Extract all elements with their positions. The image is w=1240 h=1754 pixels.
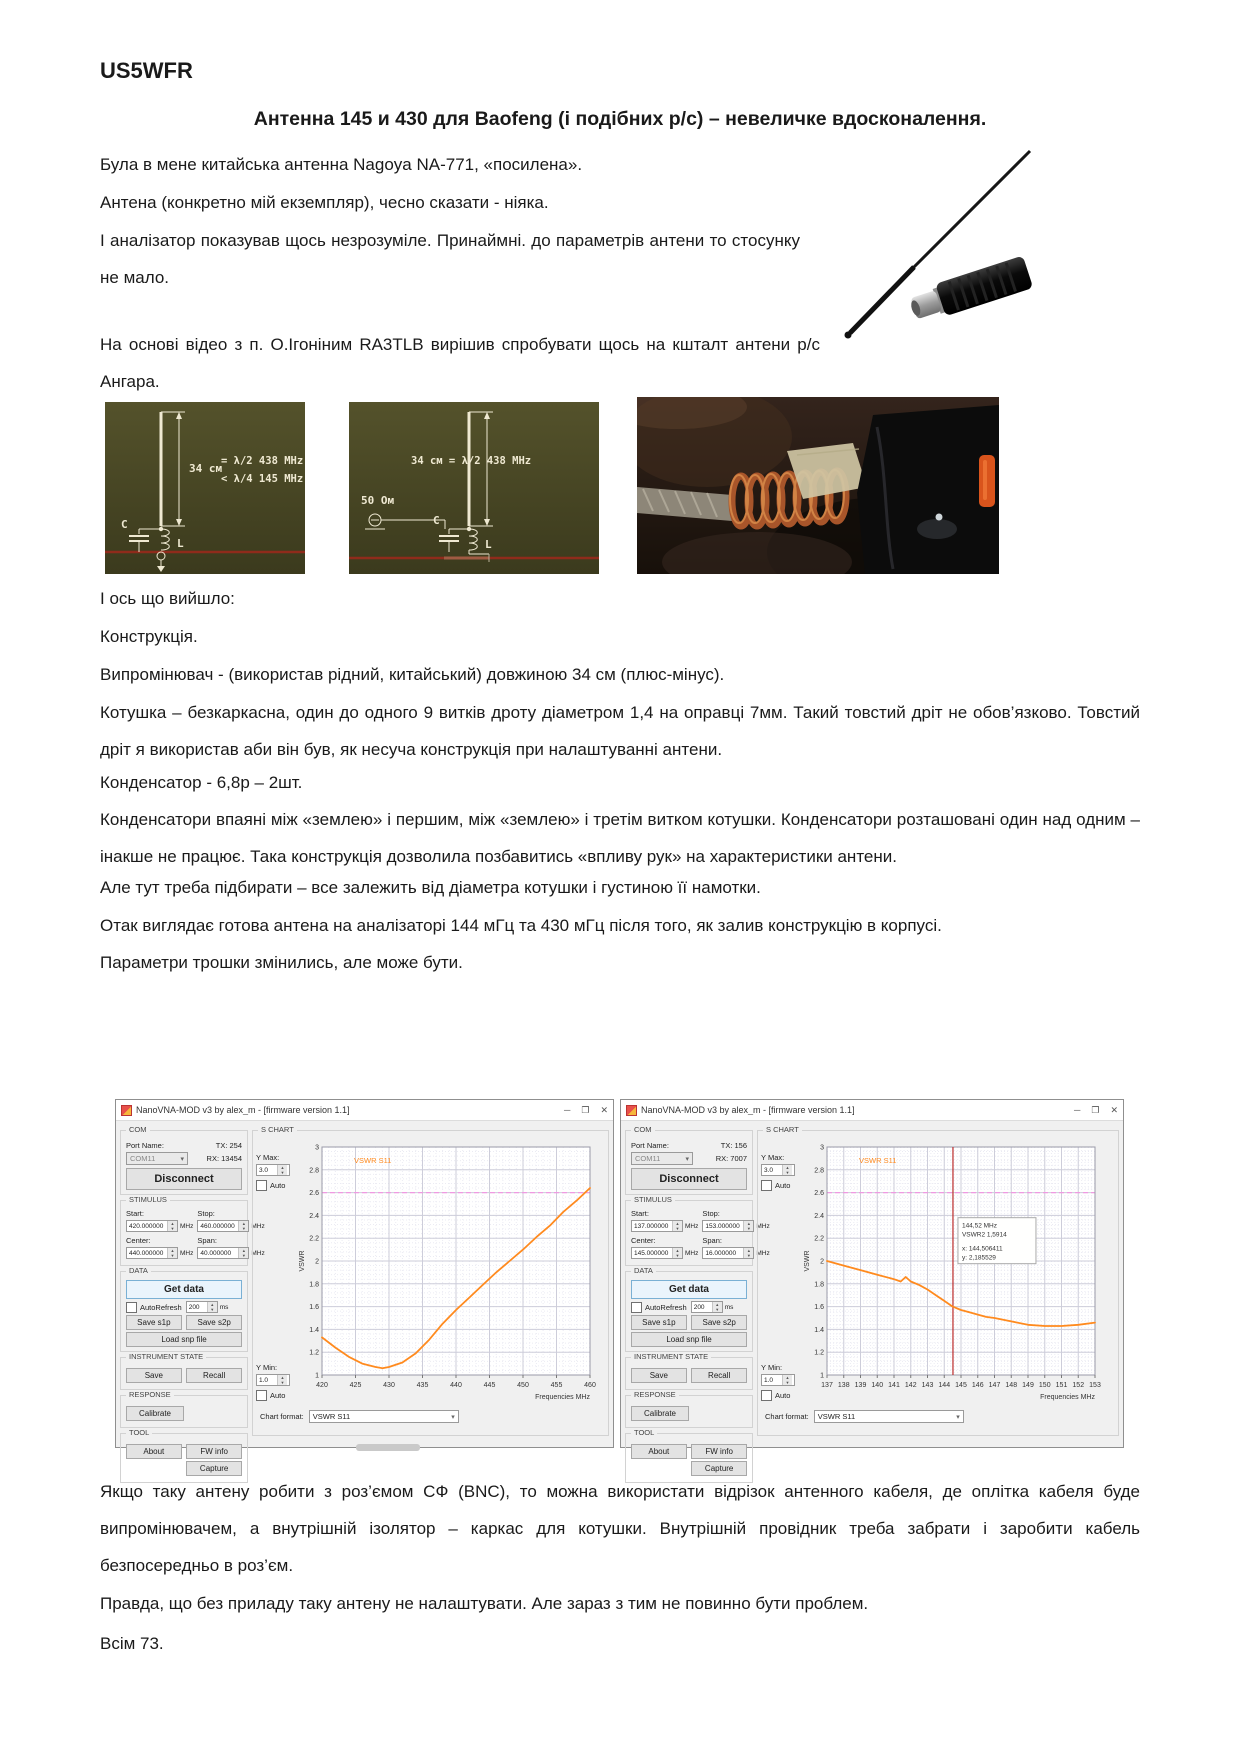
chart-format-select[interactable] — [309, 1410, 459, 1423]
minimize-icon[interactable]: ─ — [1073, 1104, 1081, 1115]
schematic-two-band — [105, 402, 305, 574]
page-title: Антенна 145 и 430 для Baofeng (і подібних р/с) – невеличке вдосконалення. — [253, 108, 987, 130]
s-chart-group: S CHART Y Max: 3.0 ▲ ▼ Auto Y Min: 1.0 ▲ ▼ Auto 1 1.2 1.4 1.6 1.8 2 2.2 2.4 2.6 2.8 3 420 425 430 435 440 445 450 455 460 Frequencies MHz VSWR VSWR S11 Chart format: VSWR S11 ▾ — [252, 1130, 609, 1436]
start-label: Start: — [631, 1209, 649, 1218]
image-scrollbar[interactable] — [356, 1444, 420, 1451]
svg-text:138: 138 — [837, 1382, 850, 1389]
disconnect-button[interactable]: Disconnect — [631, 1168, 747, 1190]
capture-button[interactable]: Capture — [186, 1461, 242, 1476]
svg-text:425: 425 — [349, 1382, 362, 1389]
paragraph-result: І ось що вийшло: — [100, 589, 235, 608]
s-chart-group: S CHART Y Max: 3.0 ▲ ▼ Auto Y Min: 1.0 ▲ ▼ Auto 1 1.2 1.4 1.6 1.8 2 2.2 2.4 2.6 2.8 3 137 138 139 140 141 142 143 144 145 146 147 148 149 150 151 152 153 Frequencies MHz VSWR VSWR S11 144,52 MHz VSWR2 1,5914 x: 144,506411 y: 2,185529 Chart format: VSWR S11 ▾ — [757, 1130, 1119, 1436]
paragraph-antena: Антена (конкретно мій екземпляр), чесно сказати - ніяка. — [100, 193, 549, 212]
ymax-spinner[interactable]: 3.0 ▲ ▼ — [256, 1164, 290, 1176]
svg-text:VSWR2 1,5914: VSWR2 1,5914 — [961, 1231, 1007, 1239]
ymin-label: Y Min: — [761, 1363, 783, 1372]
center-label: Center: — [631, 1236, 656, 1245]
group-caption: S CHART — [763, 1125, 802, 1134]
stop-spinner[interactable]: 460.000000 ▲ ▼ — [197, 1220, 249, 1232]
svg-text:148: 148 — [1005, 1382, 1018, 1389]
svg-text:139: 139 — [854, 1382, 867, 1389]
vswr-chart-430[interactable] — [296, 1139, 596, 1407]
svg-text:1: 1 — [820, 1372, 824, 1380]
group-caption: RESPONSE — [631, 1390, 679, 1399]
center-spinner[interactable]: 440.000000 ▲ ▼ — [126, 1247, 178, 1259]
disconnect-button[interactable]: Disconnect — [126, 1168, 242, 1190]
group-caption: DATA — [126, 1266, 151, 1275]
rx-counter: RX: 7007 — [715, 1154, 747, 1163]
svg-text:144,52 MHz: 144,52 MHz — [961, 1222, 998, 1230]
group-caption: S CHART — [258, 1125, 297, 1134]
autorefresh-label: AutoRefresh — [645, 1302, 687, 1312]
svg-text:2: 2 — [315, 1258, 319, 1266]
svg-text:1.6: 1.6 — [814, 1304, 824, 1312]
maximize-icon[interactable]: ❐ — [581, 1104, 590, 1115]
svg-text:3: 3 — [315, 1144, 319, 1152]
span-label: Span: — [702, 1236, 722, 1245]
response-group — [120, 1390, 248, 1428]
autorefresh-label: AutoRefresh — [140, 1302, 182, 1312]
rx-counter: RX: 13454 — [206, 1154, 242, 1163]
svg-text:VSWR: VSWR — [804, 1250, 811, 1272]
svg-text:440: 440 — [450, 1382, 462, 1389]
svg-text:150: 150 — [1038, 1382, 1051, 1389]
instrument-state-group — [625, 1352, 753, 1390]
center-label: Center: — [126, 1236, 151, 1245]
paragraph-tuning-note: Правда, що без приладу таку антену не налаштувати. Але зараз з тим не повинно бути проблем. — [100, 1594, 869, 1613]
chevron-down-icon: ▾ — [180, 1155, 184, 1163]
load-file-button[interactable]: Load snp file — [126, 1332, 242, 1347]
svg-text:2.6: 2.6 — [309, 1190, 319, 1198]
svg-text:430: 430 — [383, 1382, 395, 1389]
stimulus-group: STIMULUS Start: 137.000000 ▲ ▼ MHz Stop: 153.000000 ▲ ▼ MHz Center: 145.000000 ▲ ▼ MHz Span: 16.000000 ▲ ▼ MHz — [625, 1200, 753, 1266]
svg-text:149: 149 — [1022, 1382, 1034, 1389]
svg-text:3: 3 — [820, 1144, 824, 1152]
vna-window-145 — [620, 1099, 1124, 1473]
chart-format-value: VSWR S11 — [312, 1412, 351, 1421]
svg-text:435: 435 — [416, 1382, 429, 1389]
calibrate-button[interactable]: Calibrate — [126, 1406, 184, 1421]
chevron-down-icon: ▾ — [451, 1413, 455, 1421]
coil-label: L — [177, 537, 184, 550]
svg-text:x: 144,506411: x: 144,506411 — [961, 1245, 1003, 1253]
group-caption: TOOL — [631, 1428, 657, 1437]
center-spinner[interactable]: 145.000000 ▲ ▼ — [631, 1247, 683, 1259]
save-s1p-button[interactable]: Save s1p — [631, 1315, 687, 1330]
interval-spinner[interactable]: 200 ▲ ▼ — [691, 1301, 723, 1313]
paragraph-analyzer: І аналізатор показував щось незрозуміле. Принаймні. до параметрів антени то стосунку не мало. — [100, 231, 800, 287]
fw-info-button[interactable]: FW info — [186, 1444, 242, 1459]
tx-counter: TX: 156 — [720, 1141, 747, 1150]
fw-info-button[interactable]: FW info — [691, 1444, 747, 1459]
group-caption: INSTRUMENT STATE — [631, 1352, 711, 1361]
data-group: DATA Get data AutoRefresh 200 ▲ ▼ ms Save s1p Save s2p Load snp file — [625, 1271, 753, 1352]
coil-label: L — [485, 538, 492, 551]
svg-text:Frequencies MHz: Frequencies MHz — [535, 1394, 590, 1401]
get-data-button[interactable]: Get data — [631, 1280, 747, 1299]
svg-text:2.4: 2.4 — [309, 1212, 319, 1220]
window-title: NanoVNA-MOD v3 by alex_m - [firmware version 1.1] — [136, 1105, 350, 1115]
svg-text:151: 151 — [1055, 1382, 1068, 1389]
chevron-down-icon: ▾ — [685, 1155, 689, 1163]
start-spinner[interactable]: 137.000000 ▲ ▼ — [631, 1220, 683, 1232]
com-group — [120, 1125, 248, 1195]
paragraph-coil: Котушка – безкаркасна, один до одного 9 витків дроту діаметром 1,4 на оправці 7мм. Такий товстий дріт не обов’язково. Товстий дріт я використав аби він був, як несуча конструкція при налаштуванні антени. — [100, 703, 1140, 759]
paragraph-params: Параметри трошки змінились, але може бути. — [100, 953, 463, 972]
save-s2p-button[interactable]: Save s2p — [691, 1315, 747, 1330]
svg-text:455: 455 — [550, 1382, 563, 1389]
save-s2p-button[interactable]: Save s2p — [186, 1315, 242, 1330]
author-callsign: US5WFR — [100, 58, 193, 83]
svg-text:VSWR S11: VSWR S11 — [859, 1156, 897, 1165]
svg-text:1.4: 1.4 — [814, 1326, 824, 1334]
schematic-feed — [349, 402, 599, 574]
group-caption: COM — [126, 1125, 150, 1134]
svg-text:460: 460 — [584, 1382, 596, 1389]
svg-text:1.6: 1.6 — [309, 1304, 319, 1312]
svg-text:137: 137 — [821, 1382, 833, 1389]
svg-text:141: 141 — [888, 1382, 900, 1389]
capture-button[interactable]: Capture — [691, 1461, 747, 1476]
ymin-label: Y Min: — [256, 1363, 278, 1372]
svg-text:143: 143 — [921, 1382, 934, 1389]
svg-text:1.8: 1.8 — [309, 1281, 319, 1289]
paragraph-capacitor: Конденсатор - 6,8р – 2шт. — [100, 773, 303, 792]
svg-text:y: 2,185529: y: 2,185529 — [961, 1254, 996, 1262]
group-caption: STIMULUS — [631, 1195, 675, 1204]
svg-text:2.8: 2.8 — [814, 1167, 824, 1175]
span-spinner[interactable]: 16.000000 ▲ ▼ — [702, 1247, 754, 1259]
recall-state-button[interactable]: Recall — [186, 1368, 242, 1383]
span-spinner[interactable]: 40.000000 ▲ ▼ — [197, 1247, 249, 1259]
svg-text:VSWR S11: VSWR S11 — [354, 1156, 392, 1165]
svg-text:142: 142 — [904, 1382, 917, 1389]
svg-text:2.6: 2.6 — [814, 1190, 824, 1198]
save-state-button[interactable]: Save — [631, 1368, 687, 1383]
close-icon[interactable]: ✕ — [600, 1104, 608, 1115]
formula-438: = λ/2 438 MHz — [221, 455, 304, 467]
dimension-label: 34 см — [189, 462, 223, 475]
paragraph-tuning: Але тут треба підбирати – все залежить від діаметра котушки і густиною її намотки. — [100, 878, 761, 897]
svg-text:1: 1 — [315, 1372, 319, 1380]
vna-window-430 — [115, 1099, 614, 1473]
svg-text:1.8: 1.8 — [814, 1281, 824, 1289]
ymin-auto-checkbox[interactable] — [256, 1390, 267, 1401]
calibrate-button[interactable]: Calibrate — [631, 1406, 689, 1421]
port-name-label: Port Name: — [126, 1141, 164, 1150]
svg-text:1.4: 1.4 — [309, 1326, 319, 1334]
paragraph-video: На основі відео з п. О.Ігоніним RA3TLB вирішив спробувати щось на кшталт антени р/с Ангара. — [100, 335, 820, 391]
capacitor-label: C — [433, 514, 440, 527]
com-port-value: COM11 — [130, 1154, 156, 1163]
ymin-spinner[interactable]: 1.0 ▲ ▼ — [256, 1374, 290, 1386]
svg-text:152: 152 — [1072, 1382, 1085, 1389]
about-button[interactable]: About — [126, 1444, 182, 1459]
autorefresh-checkbox[interactable] — [126, 1302, 137, 1313]
group-caption: STIMULUS — [126, 1195, 170, 1204]
paragraph-analyzer-result: Отак виглядає готова антена на аналізаторі 144 мГц та 430 мГц після того, як залив конструкцію в корпусі. — [100, 916, 942, 935]
capacitor-label: C — [121, 518, 128, 531]
ymax-auto-checkbox[interactable] — [256, 1180, 267, 1191]
ymax-label: Y Max: — [761, 1153, 785, 1162]
chart-format-label: Chart format: — [765, 1412, 809, 1421]
chart-format-value: VSWR S11 — [817, 1412, 856, 1421]
group-caption: COM — [631, 1125, 655, 1134]
formula-438-single: 34 см = λ/2 438 MHz — [411, 455, 532, 467]
svg-text:1.2: 1.2 — [309, 1349, 319, 1357]
chart-format-select[interactable] — [814, 1410, 964, 1423]
svg-text:144: 144 — [938, 1382, 951, 1389]
group-caption: RESPONSE — [126, 1390, 174, 1399]
svg-text:2: 2 — [820, 1258, 824, 1266]
svg-text:450: 450 — [517, 1382, 529, 1389]
ymin-auto-checkbox[interactable] — [761, 1390, 772, 1401]
titlebar[interactable] — [116, 1100, 613, 1121]
bnc-connector — [907, 255, 1034, 325]
svg-text:146: 146 — [971, 1382, 984, 1389]
com-port-value: COM11 — [635, 1154, 661, 1163]
get-data-button[interactable]: Get data — [126, 1280, 242, 1299]
paragraph-73: Всім 73. — [100, 1634, 164, 1653]
coil-photo — [637, 397, 999, 574]
svg-text:445: 445 — [483, 1382, 496, 1389]
response-group — [625, 1390, 753, 1428]
start-label: Start: — [126, 1209, 144, 1218]
group-caption: DATA — [631, 1266, 656, 1275]
about-button[interactable]: About — [631, 1444, 687, 1459]
span-label: Span: — [197, 1236, 217, 1245]
impedance-label: 50 Ом — [361, 494, 395, 507]
chevron-down-icon: ▾ — [956, 1413, 960, 1421]
group-caption: INSTRUMENT STATE — [126, 1352, 206, 1361]
com-port-select[interactable] — [126, 1152, 188, 1165]
svg-text:2.4: 2.4 — [814, 1212, 824, 1220]
paragraph-capacitors-layout: Конденсатори впаяні між «землею» і першим, між «землею» і третім витком котушки. Конденсатори розташовані один над одним – інакше не працює. Така конструкція дозволила позбавитись «впливу рук» на характеристики антени. — [100, 810, 1140, 866]
stop-label: Stop: — [702, 1209, 720, 1218]
svg-text:145: 145 — [955, 1382, 967, 1389]
window-title: NanoVNA-MOD v3 by alex_m - [firmware version 1.1] — [641, 1105, 855, 1115]
tx-counter: TX: 254 — [215, 1141, 242, 1150]
stop-spinner[interactable]: 153.000000 ▲ ▼ — [702, 1220, 754, 1232]
antenna-whip-photo — [792, 145, 1140, 357]
paragraph-bnc: Якщо таку антену робити з роз’ємом СФ (BNC), то можна використати відрізок антенного кабеля, де оплітка кабеля буде випромінювачем, а внутрішній ізолятор – каркас для котушки. Внутрішній провідник треба забрати і заробити кабель безпосередньо в роз’єм. — [100, 1482, 1140, 1575]
start-spinner[interactable]: 420.000000 ▲ ▼ — [126, 1220, 178, 1232]
close-icon[interactable]: ✕ — [1110, 1104, 1118, 1115]
app-icon — [121, 1105, 132, 1116]
port-name-label: Port Name: — [631, 1141, 669, 1150]
com-port-select[interactable] — [631, 1152, 693, 1165]
svg-text:140: 140 — [871, 1382, 884, 1389]
titlebar[interactable] — [621, 1100, 1123, 1121]
minimize-icon[interactable]: ─ — [563, 1104, 571, 1115]
recall-state-button[interactable]: Recall — [691, 1368, 747, 1383]
save-s1p-button[interactable]: Save s1p — [126, 1315, 182, 1330]
ymax-spinner[interactable]: 3.0 ▲ ▼ — [761, 1164, 795, 1176]
load-file-button[interactable]: Load snp file — [631, 1332, 747, 1347]
svg-text:147: 147 — [988, 1382, 1001, 1389]
autorefresh-checkbox[interactable] — [631, 1302, 642, 1313]
save-state-button[interactable]: Save — [126, 1368, 182, 1383]
svg-text:2.8: 2.8 — [309, 1167, 319, 1175]
svg-text:2.2: 2.2 — [814, 1235, 824, 1243]
svg-text:Frequencies MHz: Frequencies MHz — [1040, 1394, 1095, 1401]
ymax-label: Y Max: — [256, 1153, 280, 1162]
chart-format-label: Chart format: — [260, 1412, 304, 1421]
ymax-auto-checkbox[interactable] — [761, 1180, 772, 1191]
data-group: DATA Get data AutoRefresh 200 ▲ ▼ ms Save s1p Save s2p Load snp file — [120, 1271, 248, 1352]
com-group — [625, 1125, 753, 1195]
paragraph-construction: Конструкція. — [100, 627, 198, 646]
group-caption: TOOL — [126, 1428, 152, 1437]
vswr-chart-145[interactable] — [801, 1139, 1101, 1407]
app-icon — [626, 1105, 637, 1116]
paragraph-nagoya: Була в мене китайська антенна Nagoya NA-771, «посилена». — [100, 155, 583, 174]
svg-text:153: 153 — [1089, 1382, 1101, 1389]
instrument-state-group — [120, 1352, 248, 1390]
interval-spinner[interactable]: 200 ▲ ▼ — [186, 1301, 218, 1313]
stimulus-group: STIMULUS Start: 420.000000 ▲ ▼ MHz Stop: 460.000000 ▲ ▼ MHz Center: 440.000000 ▲ ▼ MHz Span: 40.000000 ▲ ▼ MHz — [120, 1200, 248, 1266]
svg-text:1.2: 1.2 — [814, 1349, 824, 1357]
formula-145: < λ/4 145 MHz — [221, 473, 304, 485]
maximize-icon[interactable]: ❐ — [1091, 1104, 1100, 1115]
stop-label: Stop: — [197, 1209, 215, 1218]
svg-text:VSWR: VSWR — [299, 1250, 306, 1272]
ymin-spinner[interactable]: 1.0 ▲ ▼ — [761, 1374, 795, 1386]
svg-text:2.2: 2.2 — [309, 1235, 319, 1243]
paragraph-radiator: Випромінювач - (використав рідний, китайський) довжиною 34 см (плюс-мінус). — [100, 665, 725, 684]
svg-text:420: 420 — [316, 1382, 328, 1389]
